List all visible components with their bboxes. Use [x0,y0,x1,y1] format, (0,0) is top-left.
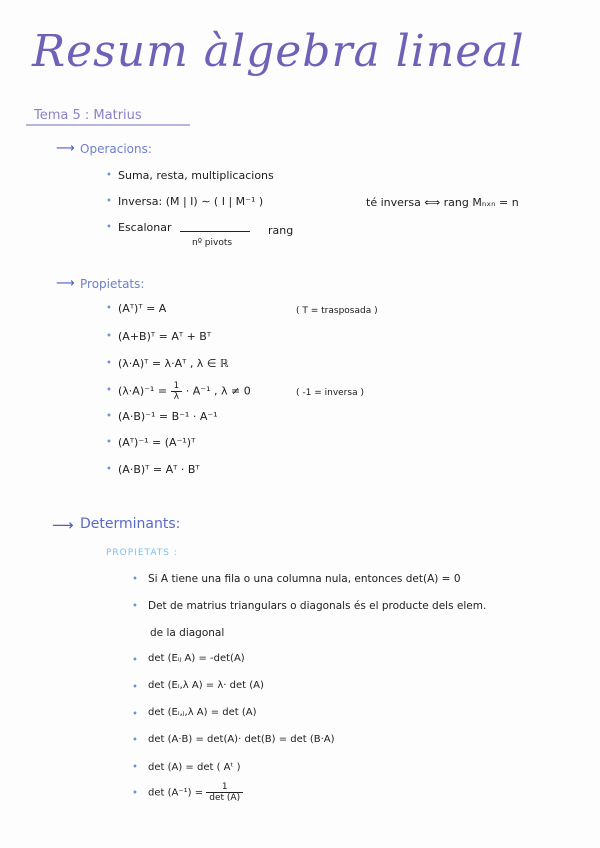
bullet-icon: • [132,574,138,585]
bullet-icon: • [132,601,138,612]
determinant-item-inverse [148,782,243,803]
determinants-heading: Determinants: [80,516,181,532]
bullet-icon: • [106,464,112,475]
determinant-item-cont: de la diagonal [150,627,225,639]
bullet-icon: • [106,331,112,342]
fraction: $\frac{1}{\lambda}$ [171,381,183,402]
escalonar-under: nº pivots [192,238,233,248]
bullet-icon: • [132,709,138,720]
bullet-icon: • [132,682,138,693]
propietat-inverse-tail: · A⁻¹ , λ ≠ 0 [185,384,251,398]
arrow-icon: ⟶ [56,276,75,291]
bullet-icon: • [106,437,112,448]
propietat-item: (A+B)ᵀ = Aᵀ + Bᵀ [118,330,212,343]
inversa-note: té inversa ⟺ rang Mₙₓₙ = n [366,196,519,209]
bullet-icon: • [106,385,112,396]
section-tema: Tema 5 : Matrius [34,108,142,123]
determinant-item: det (Eᵢ,ⱼ,λ A) = det (A) [148,707,257,718]
operacions-heading: Operacions: [80,142,152,156]
fraction: $\frac{1}{\det (A)}$ [206,782,243,803]
implication-arrow [180,231,250,232]
bullet-icon: • [132,735,138,746]
propietat-item: (λ·A)ᵀ = λ·Aᵀ , λ ∈ ℝ [118,357,229,370]
determinant-item: det (A) = det ( Aᵗ ) [148,762,241,773]
escalonar-result: rang [268,224,294,237]
bullet-icon: • [132,655,138,666]
propietat-item: (Aᵀ)⁻¹ = (A⁻¹)ᵀ [118,436,196,449]
bullet-icon: • [132,762,138,773]
bullet-icon: • [106,411,112,422]
determinant-item: det (A·B) = det(A)· det(B) = det (B·A) [148,734,335,745]
determinant-item: det (Eᵢⱼ A) = -det(A) [148,653,245,664]
determinant-item: Si A tiene una fila o una columna nula, entonces det(A) = 0 [148,573,461,585]
determinant-item: det (Eᵢ,λ A) = λ· det (A) [148,680,264,691]
operacions-item: Escalonar [118,221,172,234]
operacions-item: Inversa: (M | I) ∼ ( I | M⁻¹ ) [118,195,264,208]
propietat-item: (Aᵀ)ᵀ = A [118,302,167,315]
operacions-item: Suma, resta, multiplicacions [118,169,274,182]
bullet-icon: • [106,303,112,314]
bullet-icon: • [106,196,112,207]
page-title: Resum àlgebra lineal [32,26,525,77]
tema-underline [26,124,190,126]
bullet-icon: • [106,222,112,233]
bullet-icon: • [106,170,112,181]
propietats-label: PROPIETATS : [106,548,178,558]
arrow-icon: ⟶ [56,141,75,156]
determinant-item: Det de matrius triangulars o diagonals és el producte dels elem. [148,600,487,612]
note-transposada: ( T = trasposada ) [296,306,378,316]
propietat-item: (A·B)ᵀ = Aᵀ · Bᵀ [118,463,200,476]
propietat-inverse-left: (λ·A)⁻¹ = [118,384,171,398]
propietats-heading: Propietats: [80,277,145,291]
propietat-item-inverse [118,381,251,402]
propietat-item: (A·B)⁻¹ = B⁻¹ · A⁻¹ [118,410,218,423]
arrow-icon: ⟶ [52,516,74,534]
bullet-icon: • [106,358,112,369]
note-inversa: ( -1 = inversa ) [296,388,364,398]
det-inverse-left: det (A⁻¹) = [148,787,207,799]
bullet-icon: • [132,788,138,799]
